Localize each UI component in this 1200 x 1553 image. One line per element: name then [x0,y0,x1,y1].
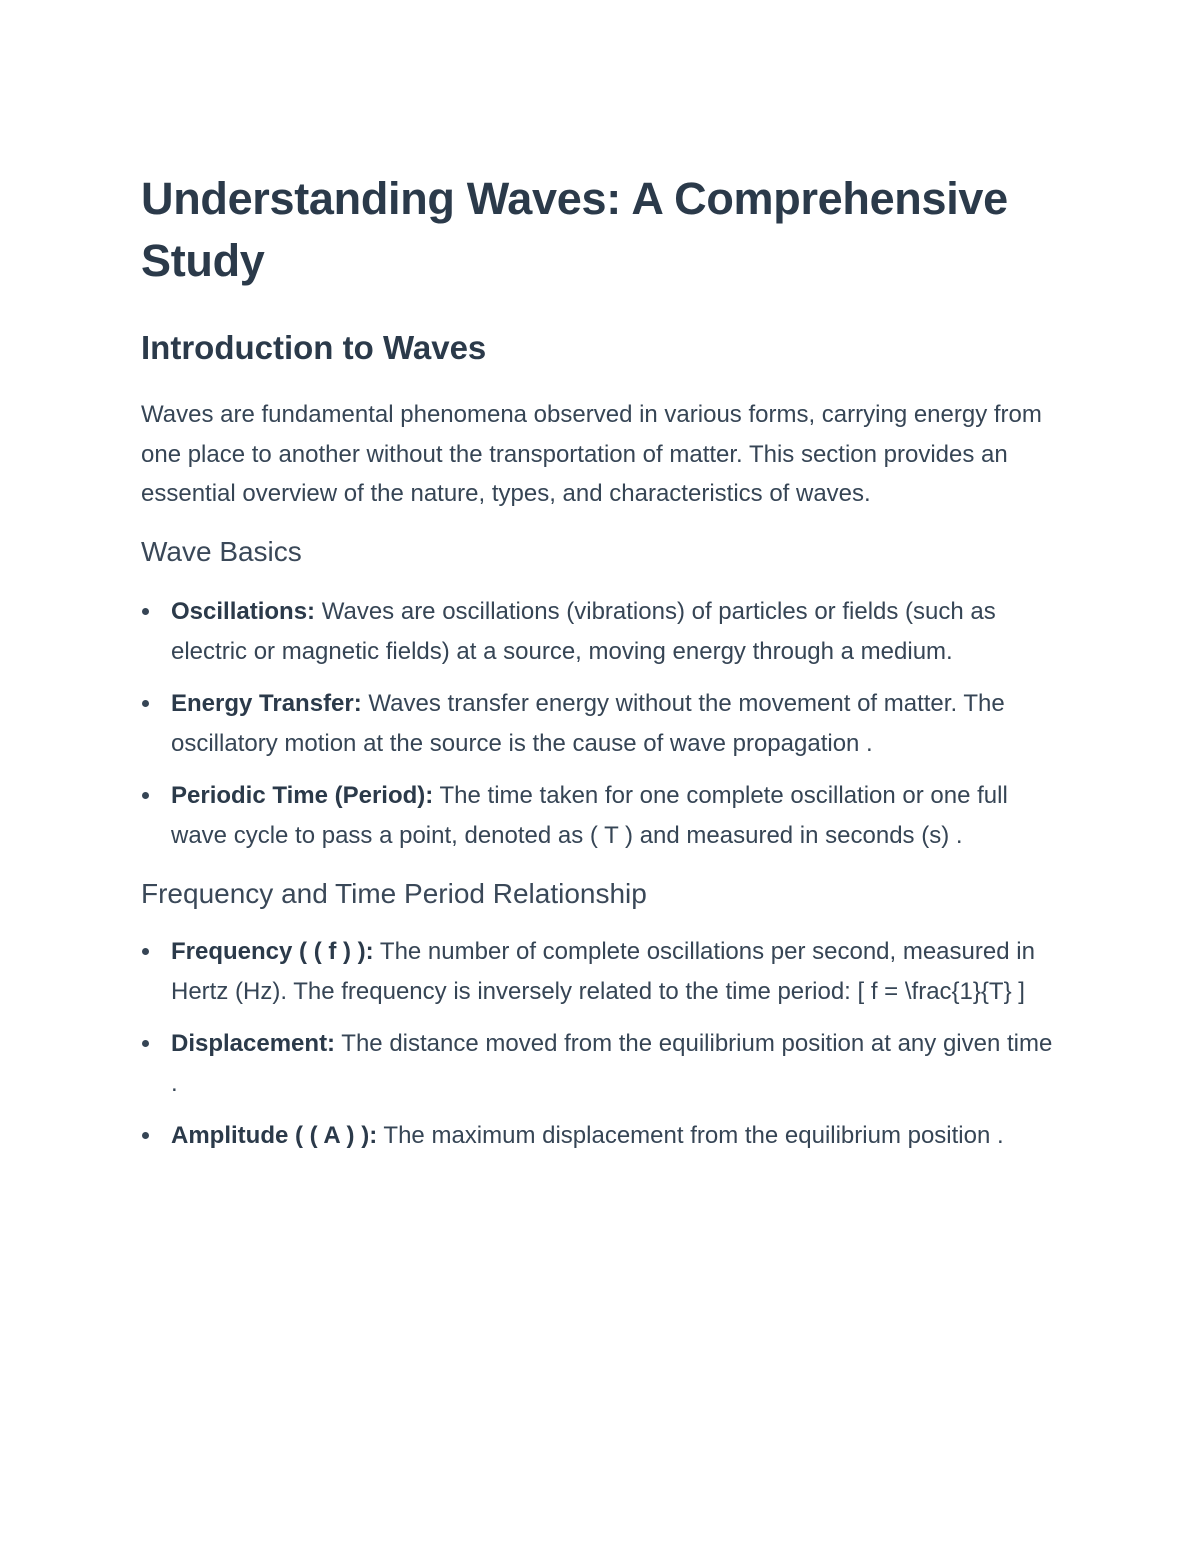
document-page [141,168,1061,1168]
bullet-icon [142,1132,149,1139]
bullet-icon [142,700,149,707]
intro-paragraph: Waves are fundamental phenomena observed in various forms, carrying energy from one place to another without the transportation of matter. This section provides an essential overview of the nature, types, and characteristics of waves. [141,401,1042,507]
list-item [141,592,1061,672]
list-item-term: Displacement: [171,1029,336,1057]
list-item-text: The time taken for one complete oscillation or one full wave cycle to pass a point, denoted as ( T ) and measured in seconds (s) . [171,781,1008,849]
list-item-term: Oscillations: [171,597,316,625]
list-item [141,932,1061,1012]
bullet-icon [142,948,149,955]
list-item [141,684,1061,764]
frequency-list [141,932,1061,1156]
subsection-heading-frequency: Frequency and Time Period Relationship [141,877,647,909]
list-item-text: The distance moved from the equilibrium position at any given time . [171,1029,1053,1097]
list-item-text: Waves transfer energy without the movement of matter. The oscillatory motion at the source is the cause of wave propagation . [171,689,1005,757]
list-item-term: Amplitude ( ( A ) ): [171,1121,378,1149]
subsection-heading-wave-basics: Wave Basics [141,535,302,567]
list-item-term: Periodic Time (Period): [171,781,434,809]
bullet-icon [142,608,149,615]
list-item [141,776,1061,856]
list-item-term: Energy Transfer: [171,689,362,717]
list-item [141,1116,1061,1156]
list-item-text: The number of complete oscillations per second, measured in Hertz (Hz). The frequency is inversely related to the time period: [ f = \frac{1}{T} ] [171,937,1035,1005]
list-item-text: The maximum displacement from the equilibrium position . [377,1121,1004,1149]
list-item-text: Waves are oscillations (vibrations) of particles or fields (such as electric or magnetic fields) at a source, moving energy through a medium. [171,597,996,665]
section-heading-introduction: Introduction to Waves [141,329,487,366]
wave-basics-list [141,592,1061,856]
bullet-icon [142,1040,149,1047]
document-title: Understanding Waves: A Comprehensive Study [141,173,1008,286]
list-item [141,1024,1061,1104]
bullet-icon [142,792,149,799]
list-item-term: Frequency ( ( f ) ): [171,937,374,965]
